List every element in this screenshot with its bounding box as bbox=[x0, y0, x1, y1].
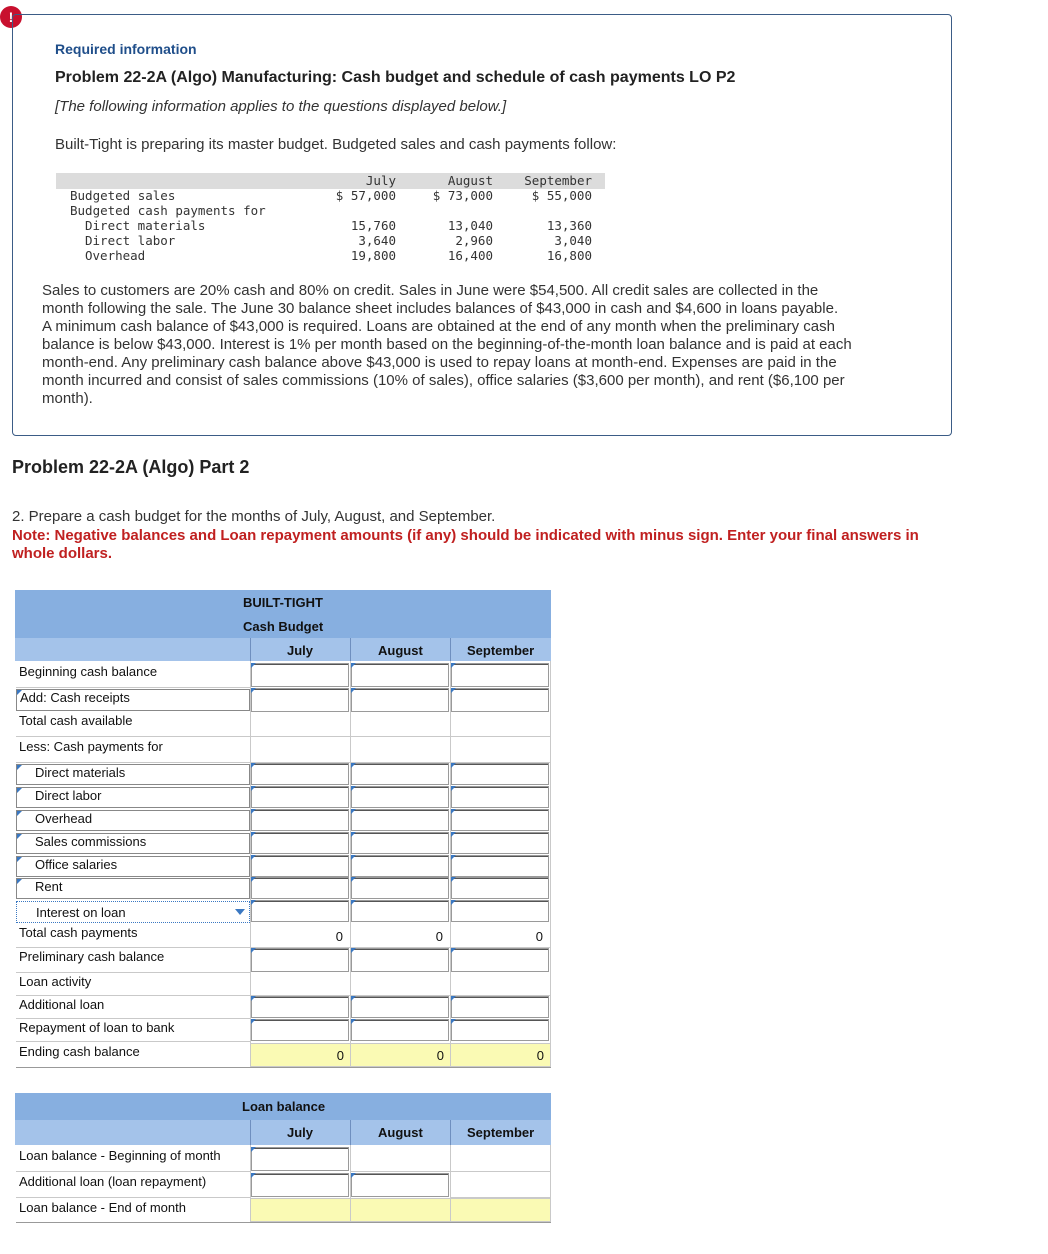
given-row-value: 13,360 bbox=[546, 218, 592, 233]
given-table-row bbox=[56, 188, 606, 203]
input-overhead-august[interactable] bbox=[351, 809, 449, 831]
given-row-value: $ 55,000 bbox=[531, 188, 592, 203]
input-additional-loan-august[interactable] bbox=[351, 996, 449, 1018]
loan-end-september bbox=[450, 1198, 551, 1222]
total-cash-payments-july: 0 bbox=[335, 929, 343, 944]
note-text bbox=[12, 527, 972, 563]
ending-cash-july: 0 bbox=[250, 1043, 351, 1067]
given-table-row bbox=[56, 248, 606, 263]
input-rent-august[interactable] bbox=[351, 877, 449, 899]
input-sales-commissions-july[interactable] bbox=[251, 832, 349, 854]
ending-cash-august: 0 bbox=[350, 1043, 451, 1067]
loan-column-header-august: August bbox=[378, 1125, 423, 1140]
input-beginning-cash-august[interactable] bbox=[351, 663, 449, 687]
loan-balance-title: Loan balance bbox=[242, 1099, 326, 1114]
given-row-value: 15,760 bbox=[350, 218, 396, 233]
input-beginning-cash-september[interactable] bbox=[451, 663, 549, 687]
given-header-august: August bbox=[447, 173, 493, 188]
company-name: BUILT-TIGHT bbox=[243, 595, 323, 610]
ending-cash-september: 0 bbox=[450, 1043, 551, 1067]
row-label-direct-materials[interactable]: Direct materials bbox=[16, 764, 250, 785]
loan-column-header-september: September bbox=[467, 1125, 535, 1140]
description-line: balance is below $43,000. Interest is 1% per month based on the beginning-of-the-month loan balance and is paid at each bbox=[42, 336, 852, 353]
input-interest-july[interactable] bbox=[251, 900, 349, 922]
loan-end-august bbox=[350, 1198, 451, 1222]
note-line: whole dollars. bbox=[12, 545, 113, 562]
budget-title: Cash Budget bbox=[243, 619, 324, 634]
given-row-value: 16,400 bbox=[447, 248, 493, 263]
input-repayment-september[interactable] bbox=[451, 1019, 549, 1041]
given-row-label: Budgeted sales bbox=[70, 188, 176, 203]
input-rent-september[interactable] bbox=[451, 877, 549, 899]
given-row-value: $ 57,000 bbox=[335, 188, 396, 203]
applies-note: [The following information applies to the questions displayed below.] bbox=[55, 98, 507, 115]
row-label-loan-activity: Loan activity bbox=[16, 974, 250, 996]
alert-icon: ! bbox=[0, 6, 22, 28]
required-information-label: Required information bbox=[55, 41, 197, 57]
column-header-august: August bbox=[378, 643, 423, 658]
input-loan-beginning-july[interactable] bbox=[251, 1147, 349, 1171]
given-row-value: 16,800 bbox=[546, 248, 592, 263]
given-row-label: Overhead bbox=[85, 248, 146, 263]
given-header-september: September bbox=[524, 173, 592, 188]
row-label-additional-loan: Additional loan bbox=[16, 997, 250, 1019]
input-direct-labor-august[interactable] bbox=[351, 786, 449, 808]
input-preliminary-cash-august[interactable] bbox=[351, 948, 449, 972]
given-row-label: Budgeted cash payments for bbox=[70, 203, 266, 218]
row-label-sales-commissions[interactable]: Sales commissions bbox=[16, 833, 250, 854]
input-sales-commissions-august[interactable] bbox=[351, 832, 449, 854]
input-cash-receipts-september[interactable] bbox=[451, 688, 549, 712]
input-cash-receipts-july[interactable] bbox=[251, 688, 349, 712]
interest-on-loan-select[interactable] bbox=[16, 901, 250, 923]
input-direct-materials-august[interactable] bbox=[351, 763, 449, 785]
row-label-loan-beginning: Loan balance - Beginning of month bbox=[16, 1148, 250, 1172]
row-label-beginning-cash-balance: Beginning cash balance bbox=[16, 664, 250, 688]
given-row-value: 19,800 bbox=[350, 248, 396, 263]
given-table-header-row bbox=[56, 173, 606, 188]
interest-on-loan-label: Interest on loan bbox=[36, 905, 126, 920]
input-preliminary-cash-september[interactable] bbox=[451, 948, 549, 972]
input-loan-additional-july[interactable] bbox=[251, 1173, 349, 1197]
row-label-overhead[interactable]: Overhead bbox=[16, 810, 250, 831]
row-label-less-cash-payments: Less: Cash payments for bbox=[16, 739, 250, 763]
note-line: Note: Negative balances and Loan repayment amounts (if any) should be indicated with minus sign. Enter your final answers in bbox=[12, 527, 919, 544]
description-line: month incurred and consist of sales commissions (10% of sales), office salaries ($3,600 per month), and rent ($6,100 per bbox=[42, 372, 845, 389]
input-direct-materials-september[interactable] bbox=[451, 763, 549, 785]
row-label-ending-cash-balance: Ending cash balance bbox=[19, 1044, 140, 1059]
input-overhead-july[interactable] bbox=[251, 809, 349, 831]
input-beginning-cash-july[interactable] bbox=[251, 663, 349, 687]
input-loan-additional-august[interactable] bbox=[351, 1173, 449, 1197]
given-row-value: $ 73,000 bbox=[432, 188, 493, 203]
input-office-salaries-august[interactable] bbox=[351, 855, 449, 877]
row-label-total-cash-payments: Total cash payments bbox=[16, 925, 250, 948]
total-cash-payments-august: 0 bbox=[435, 929, 443, 944]
description-line: month following the sale. The June 30 balance sheet includes balances of $43,000 in cash and $4,600 in loans payable. bbox=[42, 300, 839, 317]
problem-title: Problem 22-2A (Algo) Manufacturing: Cash budget and schedule of cash payments LO P2 bbox=[55, 69, 736, 86]
given-row-label: Direct labor bbox=[85, 233, 176, 248]
total-cash-payments-september: 0 bbox=[535, 929, 543, 944]
input-preliminary-cash-july[interactable] bbox=[251, 948, 349, 972]
row-label-direct-labor[interactable]: Direct labor bbox=[16, 787, 250, 808]
row-label-loan-additional: Additional loan (loan repayment) bbox=[16, 1174, 250, 1198]
given-row-value: 2,960 bbox=[455, 233, 493, 248]
input-sales-commissions-september[interactable] bbox=[451, 832, 549, 854]
given-table-row bbox=[56, 218, 606, 233]
row-label-office-salaries[interactable]: Office salaries bbox=[16, 856, 250, 877]
problem-description bbox=[42, 282, 912, 408]
input-repayment-july[interactable] bbox=[251, 1019, 349, 1041]
input-direct-labor-july[interactable] bbox=[251, 786, 349, 808]
input-office-salaries-july[interactable] bbox=[251, 855, 349, 877]
description-line: Sales to customers are 20% cash and 80% on credit. Sales in June were $54,500. All credit sales are collected in the bbox=[42, 282, 819, 299]
input-direct-materials-july[interactable] bbox=[251, 763, 349, 785]
input-rent-july[interactable] bbox=[251, 877, 349, 899]
part-title: Problem 22-2A (Algo) Part 2 bbox=[12, 457, 250, 477]
instruction-text: 2. Prepare a cash budget for the months of July, August, and September. bbox=[12, 508, 496, 525]
given-header-july: July bbox=[365, 173, 396, 188]
input-office-salaries-september[interactable] bbox=[451, 855, 549, 877]
description-line: month). bbox=[42, 390, 93, 407]
given-row-value: 3,640 bbox=[358, 233, 396, 248]
row-label-total-cash-available: Total cash available bbox=[16, 713, 250, 737]
intro-text: Built-Tight is preparing its master budget. Budgeted sales and cash payments follow: bbox=[55, 136, 617, 153]
row-label-rent[interactable]: Rent bbox=[16, 878, 250, 899]
input-interest-september[interactable] bbox=[451, 900, 549, 922]
description-line: A minimum cash balance of $43,000 is required. Loans are obtained at the end of any month when the preliminary cash bbox=[42, 318, 835, 335]
input-additional-loan-september[interactable] bbox=[451, 996, 549, 1018]
input-direct-labor-september[interactable] bbox=[451, 786, 549, 808]
input-interest-august[interactable] bbox=[351, 900, 449, 922]
input-additional-loan-july[interactable] bbox=[251, 996, 349, 1018]
description-line: month-end. Any preliminary cash balance above $43,000 is used to repay loans at month-end. Expenses are paid in the bbox=[42, 354, 837, 371]
row-label-loan-end: Loan balance - End of month bbox=[19, 1200, 186, 1215]
input-overhead-september[interactable] bbox=[451, 809, 549, 831]
given-row-value: 13,040 bbox=[447, 218, 493, 233]
chevron-down-icon bbox=[235, 909, 245, 915]
input-cash-receipts-august[interactable] bbox=[351, 688, 449, 712]
given-row-value: 3,040 bbox=[554, 233, 592, 248]
given-table-row bbox=[56, 233, 606, 248]
row-label-cash-receipts[interactable]: Add: Cash receipts bbox=[16, 689, 250, 711]
row-label-preliminary-cash-balance: Preliminary cash balance bbox=[16, 949, 250, 973]
given-row-label: Direct materials bbox=[85, 218, 206, 233]
input-repayment-august[interactable] bbox=[351, 1019, 449, 1041]
loan-end-july bbox=[250, 1198, 351, 1222]
column-header-september: September bbox=[467, 643, 535, 658]
loan-column-header-july: July bbox=[287, 1125, 314, 1140]
row-label-repayment-of-loan: Repayment of loan to bank bbox=[16, 1020, 250, 1042]
column-header-july: July bbox=[287, 643, 314, 658]
given-table-row bbox=[56, 203, 606, 218]
